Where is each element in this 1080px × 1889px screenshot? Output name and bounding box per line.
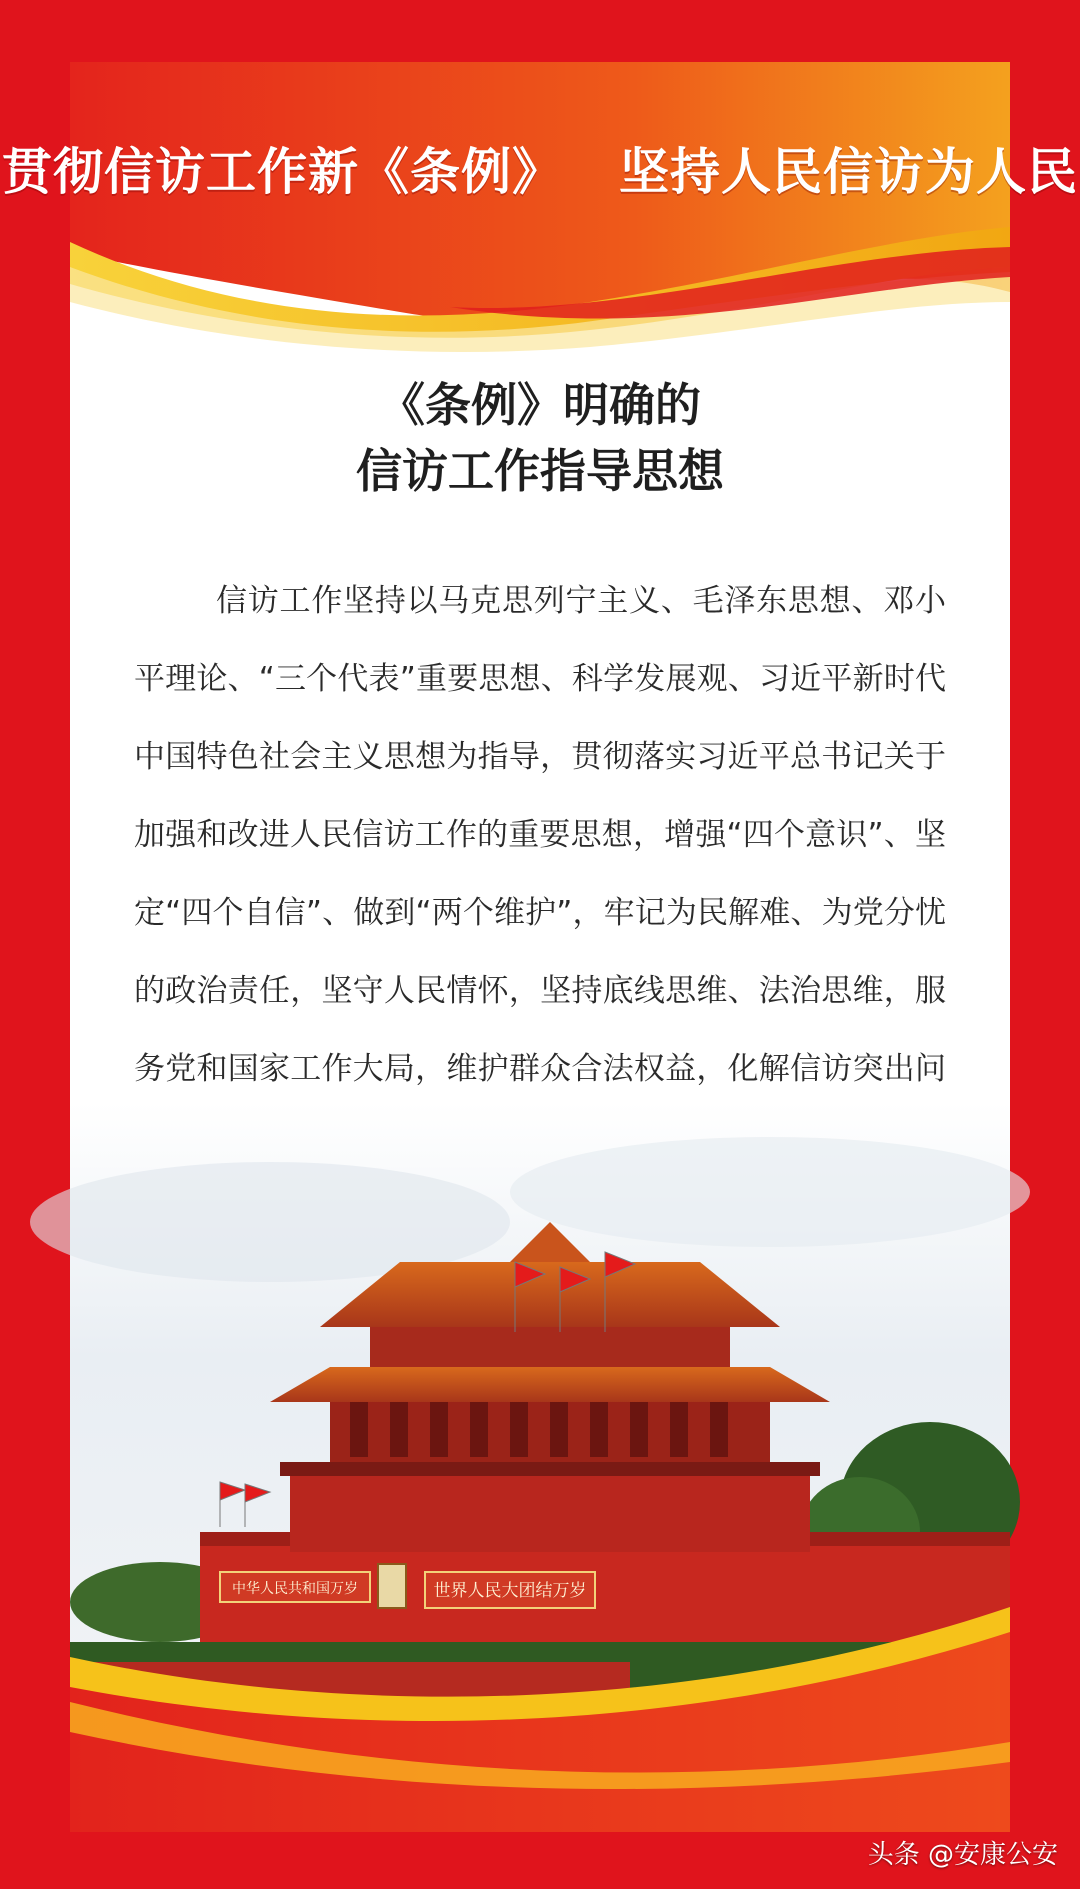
title-line-1: 《条例》明确的 (379, 378, 701, 432)
banner-text-left: 贯彻信访工作新《条例》 (2, 143, 563, 201)
header-swoosh-graphic (70, 62, 1010, 362)
body-paragraph: 信访工作坚持以马克思列宁主义、毛泽东思想、邓小平理论、“三个代表”重要思想、科学发展观、习近平新时代中国特色社会主义思想为指导，贯彻落实习近平总书记关于加强和改进人民信访工作的重要思想，增强“四个意识”、坚定“四个自信”、做到“两个维护”，牢记为民解难、为党分忧的政治责任，坚守人民情怀，坚持底线思维、法治思维，服务党和国家工作大局，维护群众合法权益，化解信访突出问 (134, 583, 946, 1087)
header-banner (2, 62, 1078, 362)
gate-plaque-left: 中华人民共和国万岁 (232, 1581, 358, 1597)
poster-frame (2, 62, 1078, 1832)
tiananmen-scene (70, 1102, 1010, 1832)
gate-plaque-right: 世界人民大团结万岁 (433, 1581, 587, 1601)
watermark: 头条 @安康公安 (867, 1840, 1058, 1870)
title-line-2: 信访工作指导思想 (356, 444, 724, 498)
page-title (70, 372, 1010, 504)
tiananmen-illustration (70, 1102, 1010, 1832)
banner-text-right: 坚持人民信访为人民 (619, 143, 1078, 201)
